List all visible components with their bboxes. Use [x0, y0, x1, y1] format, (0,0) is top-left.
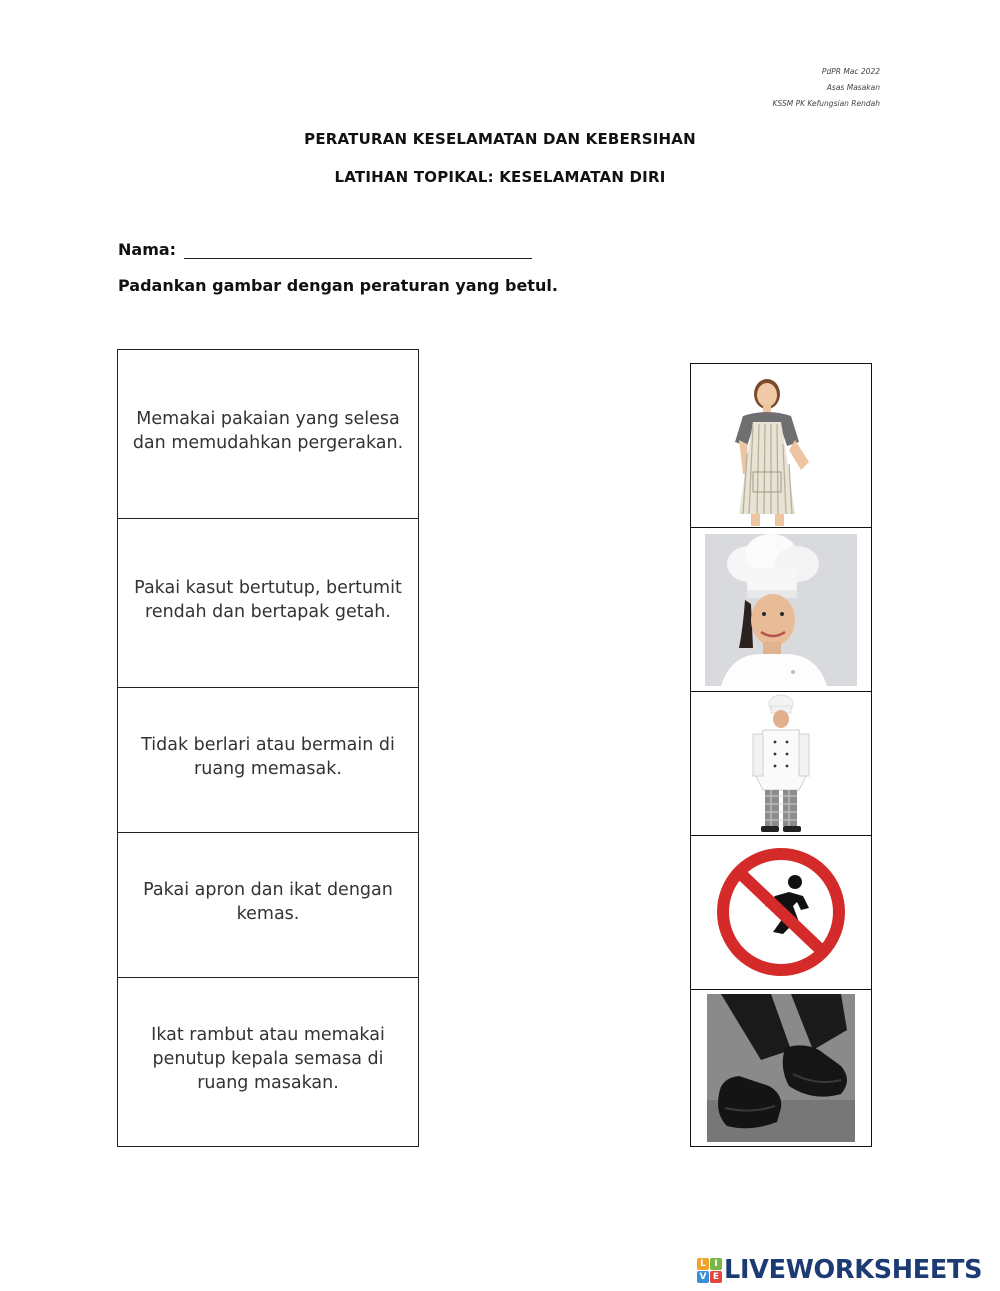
- meta-line: KSSM PK Kefungsian Rendah: [772, 99, 880, 108]
- chef-hat-woman-icon: [691, 528, 871, 692]
- woman-apron-icon: [691, 364, 871, 528]
- logo-badge-icon: L I V E: [697, 1258, 723, 1284]
- rule-text: Memakai pakaian yang selesa dan memudahkan pergerakan.: [132, 409, 404, 453]
- rule-cell[interactable]: [118, 519, 418, 688]
- rule-text: Pakai kasut bertutup, bertumit rendah dan bertapak getah.: [134, 578, 402, 622]
- liveworksheets-logo: [697, 1255, 995, 1285]
- pictures-table: [690, 363, 872, 1147]
- picture-cell[interactable]: [691, 836, 871, 990]
- name-label: Nama:: [118, 240, 177, 259]
- black-shoes-icon: [691, 990, 871, 1146]
- picture-cell[interactable]: [691, 528, 871, 692]
- name-input-line[interactable]: [184, 258, 532, 259]
- rules-table: [117, 349, 419, 1147]
- picture-cell[interactable]: [691, 364, 871, 528]
- meta-line: Asas Masakan: [826, 83, 880, 92]
- no-running-sign-icon: [691, 836, 871, 990]
- rule-cell[interactable]: [118, 833, 418, 978]
- rule-cell[interactable]: [118, 350, 418, 519]
- picture-cell[interactable]: [691, 990, 871, 1146]
- rule-text: Pakai apron dan ikat dengan kemas.: [143, 880, 393, 924]
- page-title: PERATURAN KESELAMATAN DAN KEBERSIHAN: [304, 130, 696, 148]
- header-meta: [773, 64, 880, 112]
- rule-text: Tidak berlari atau bermain di ruang memasak.: [141, 735, 395, 779]
- picture-cell[interactable]: [691, 692, 871, 836]
- meta-line: PdPR Mac 2022: [821, 67, 880, 76]
- rule-cell[interactable]: [118, 688, 418, 833]
- instruction-text: Padankan gambar dengan peraturan yang betul.: [118, 276, 558, 295]
- page-subtitle: LATIHAN TOPIKAL: KESELAMATAN DIRI: [334, 168, 666, 186]
- logo-text: LIVEWORKSHEETS: [724, 1255, 983, 1285]
- rule-cell[interactable]: [118, 978, 418, 1146]
- rule-text: Ikat rambut atau memakai penutup kepala semasa di ruang masakan.: [151, 1025, 385, 1093]
- chef-uniform-icon: [691, 692, 871, 836]
